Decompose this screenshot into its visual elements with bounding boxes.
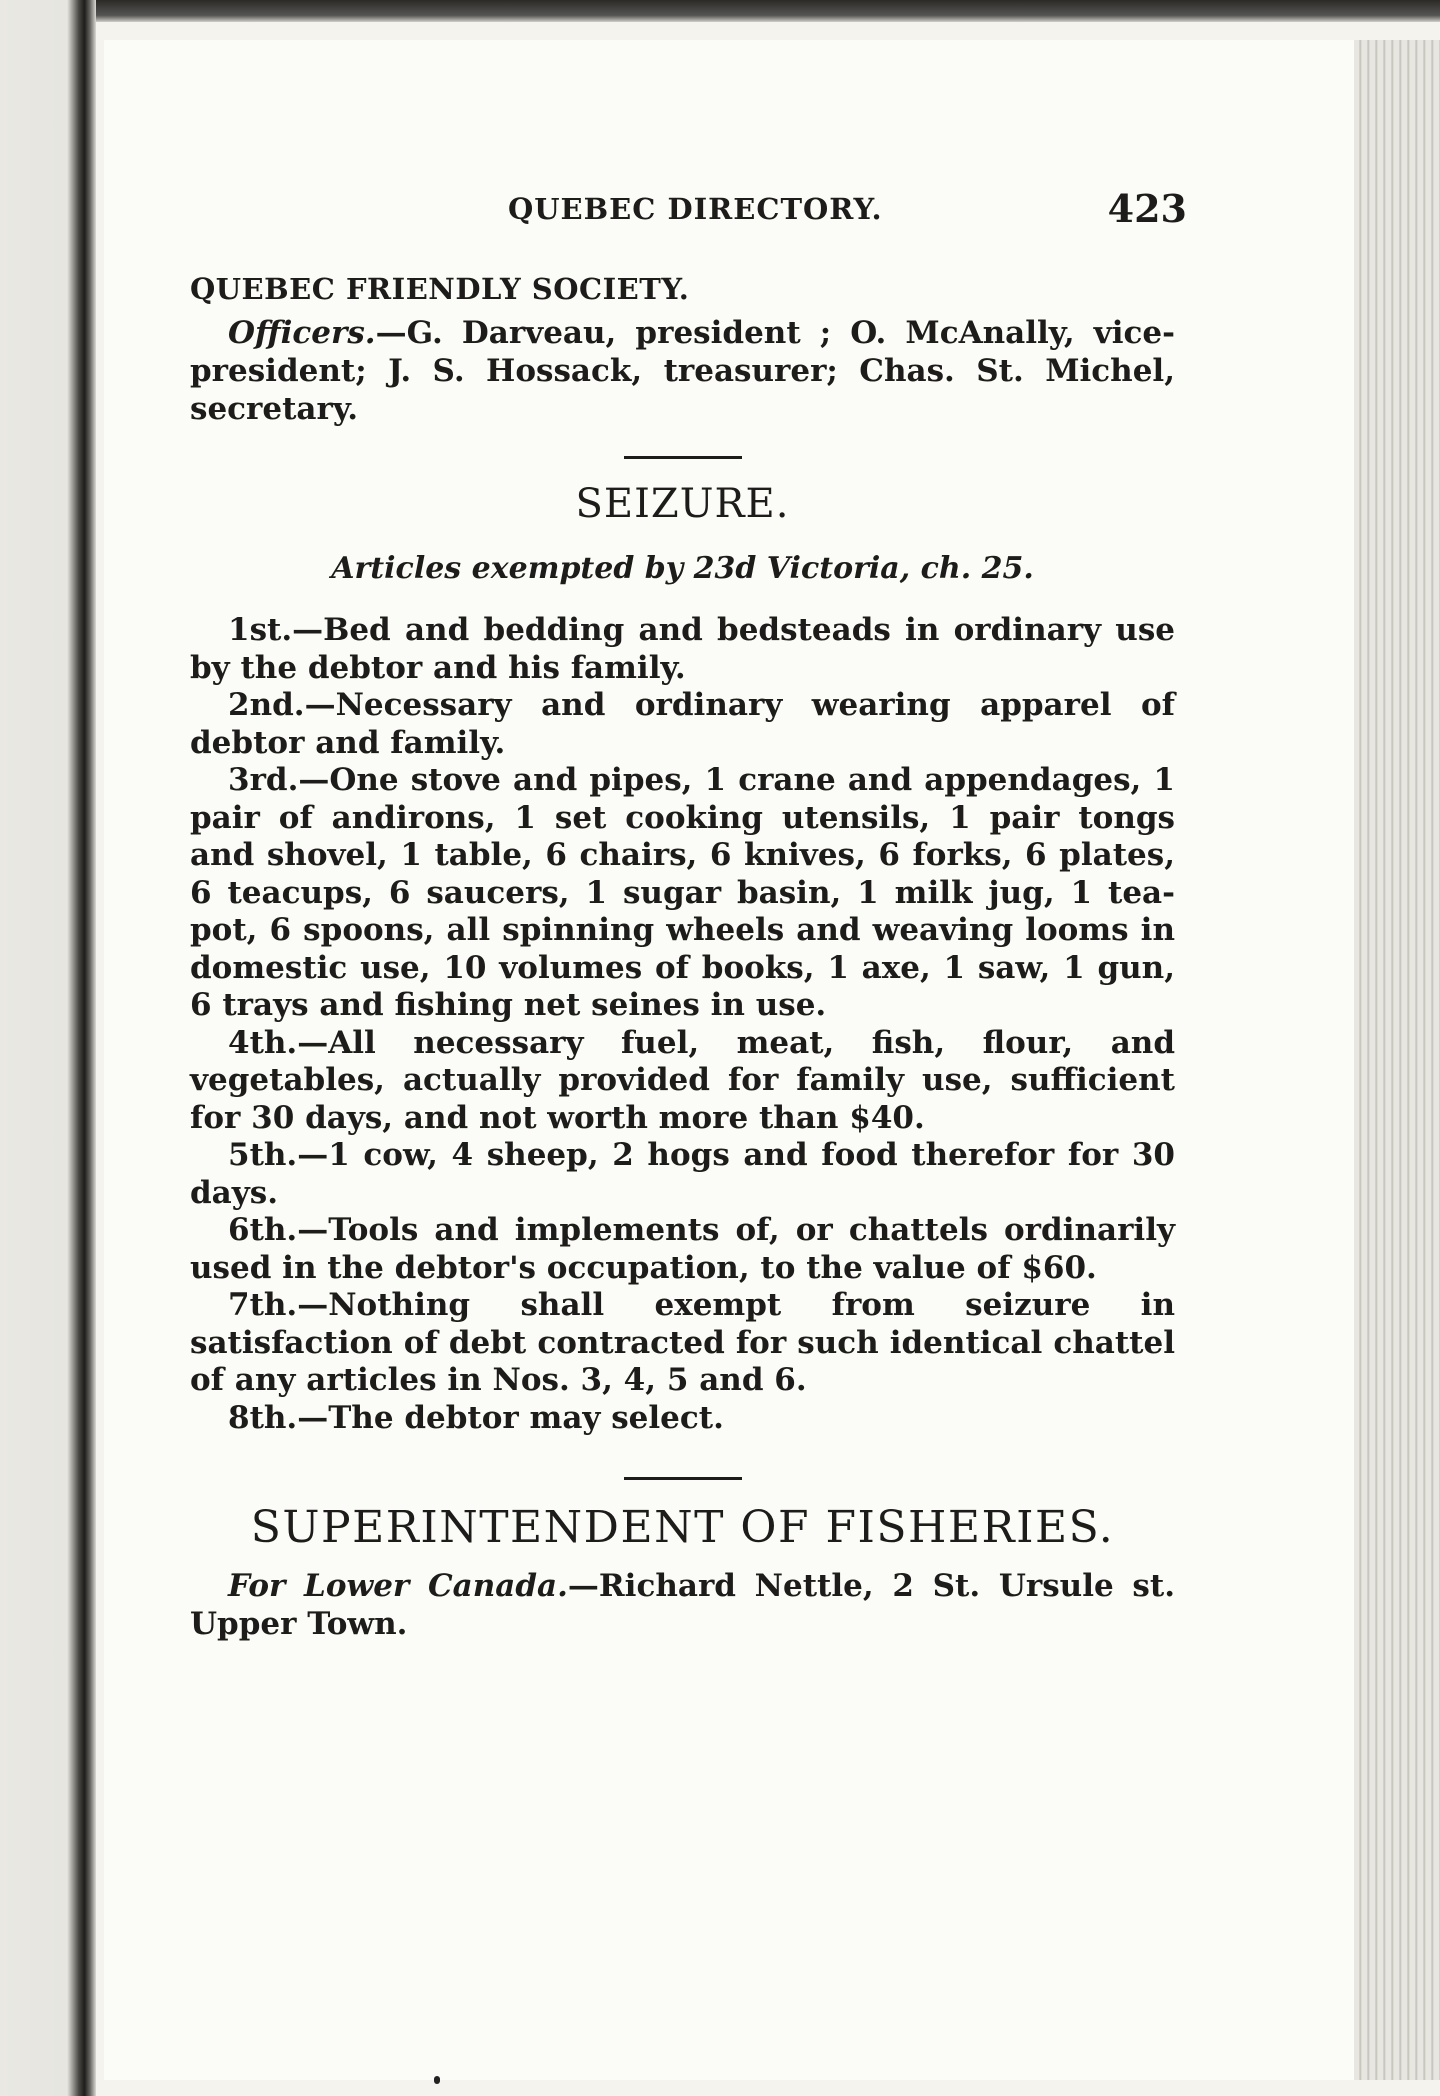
- seizure-item: 8th.—The debtor may select.: [228, 1399, 724, 1436]
- seizure-item: 2nd.—Necessary and ordinary wearing apparel of debtor and family.: [190, 687, 1175, 761]
- running-head: [190, 186, 1187, 250]
- seizure-item: 3rd.—One stove and pipes, 1 crane and appendages, 1 pair of andirons, 1 set cooking utensils, 1 pair tongs and shovel, 1 table, 6 chairs, 6 knives, 6 forks, 6 plates, 6 teacups, 6 saucers, 1 sugar basin, 1 milk jug, 1 tea-pot, 6 spoons, all spinning wheels and weaving looms in domestic use, 10 volumes of books, 1 axe, 1 saw, 1 gun, 6 trays and fishing net seines in use.: [190, 762, 1175, 1023]
- seizure-heading: SEIZURE.: [575, 481, 790, 527]
- seizure-item: 1st.—Bed and bedding and bedsteads in ordinary use by the debtor and his family.: [190, 612, 1175, 686]
- fisheries-lead: For Lower Canada.: [228, 1568, 568, 1604]
- friendly-society-officers: [190, 314, 1175, 428]
- seizure-item: 7th.—Nothing shall exempt from seizure in satisfaction of debt contracted for such identical chattel of any articles in Nos. 3, 4, 5 and 6.: [190, 1287, 1175, 1398]
- seizure-items: [190, 612, 1175, 1437]
- page-number: 423: [1107, 186, 1187, 231]
- book-spine: [0, 0, 96, 2096]
- friendly-society-heading: QUEBEC FRIENDLY SOCIETY.: [190, 272, 690, 306]
- running-head-title: QUEBEC DIRECTORY.: [508, 192, 883, 226]
- ink-speck: [434, 2076, 440, 2084]
- fisheries-heading: SUPERINTENDENT OF FISHERIES.: [250, 1502, 1115, 1553]
- section-divider: [624, 456, 742, 459]
- section-divider: [624, 1477, 742, 1480]
- seizure-item: 5th.—1 cow, 4 sheep, 2 hogs and food therefor for 30 days.: [190, 1137, 1175, 1211]
- officers-text: —G. Darveau, president ; O. McAnally, vice-president; J. S. Hossack, treasurer; Chas. St. Michel, secretary.: [190, 315, 1175, 427]
- scan-top-shadow: [0, 0, 1440, 22]
- fisheries-entry: [190, 1567, 1175, 1643]
- seizure-subtitle: Articles exempted by 23d Victoria, ch. 25.: [331, 551, 1034, 586]
- officers-label: Officers.: [228, 315, 376, 351]
- seizure-item: 6th.—Tools and implements of, or chattels ordinarily used in the debtor's occupation, to the value of $60.: [190, 1212, 1175, 1286]
- page-stack: [1354, 40, 1440, 2080]
- seizure-item: 4th.—All necessary fuel, meat, fish, flour, and vegetables, actually provided for family use, sufficient for 30 days, and not worth more than $40.: [190, 1024, 1175, 1136]
- fisheries-text: —Richard Nettle, 2 St. Ursule st. Upper Town.: [190, 1568, 1175, 1642]
- page-content: [190, 186, 1187, 1643]
